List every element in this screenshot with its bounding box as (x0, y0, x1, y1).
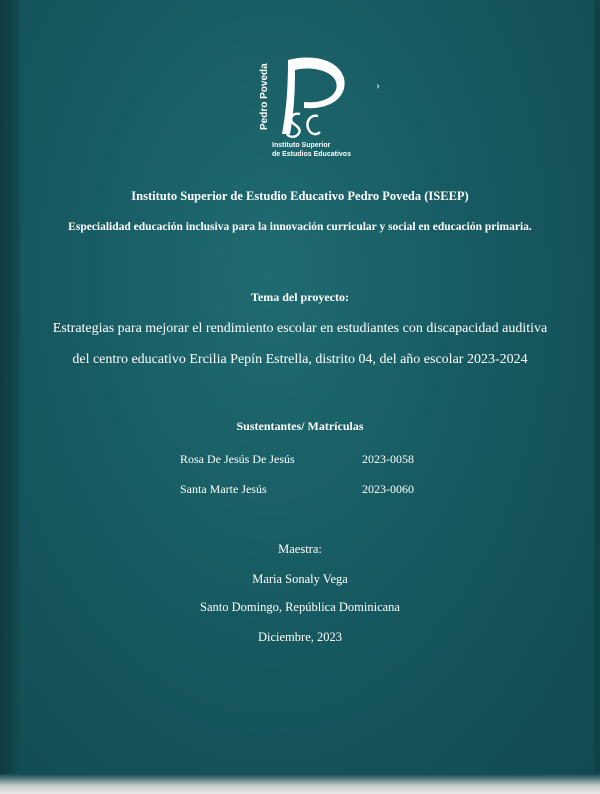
students-label: Sustentantes/ Matrículas (236, 419, 364, 433)
cover-right-edge (594, 0, 600, 794)
student-name: Santa Marte Jesús (180, 482, 267, 496)
cover-bottom-edge (0, 774, 600, 794)
student-name: Rosa De Jesús De Jesús (180, 452, 295, 466)
topic-line-1: Estrategias para mejorar el rendimiento escolar en estudiantes con discapacidad auditiva (52, 321, 548, 336)
institute-name: Instituto Superior de Estudio Educativo Pedro Poveda (ISEEP) (131, 189, 469, 203)
iseep-logo (240, 52, 360, 162)
logo-vertical-text: Pedro Poveda (259, 63, 270, 130)
teacher-name: Maria Sonaly Vega (252, 572, 348, 586)
date-line: Diciembre, 2023 (257, 630, 342, 644)
topic-label: Tema del proyecto: (251, 290, 349, 304)
specialty-line: Especialidad educación inclusiva para la innovación curricular y social en educación primaria. (68, 221, 532, 233)
logo-caption-line1: Instituto Superior (272, 142, 331, 149)
cover-left-edge (0, 0, 20, 794)
logo-caption-line2: de Estudios Educativos (272, 151, 351, 158)
logo-c-shape (307, 116, 320, 134)
student-id: 2023-0060 (362, 482, 414, 496)
student-id: 2023-0058 (362, 452, 414, 466)
teacher-label: Maestra: (278, 542, 322, 556)
city-line: Santo Domingo, República Dominicana (200, 600, 400, 614)
topic-line-2: del centro educativo Ercilia Pepín Estrella, distrito 04, del año escolar 2023-2024 (72, 352, 528, 367)
decorative-mark: › (376, 78, 380, 92)
